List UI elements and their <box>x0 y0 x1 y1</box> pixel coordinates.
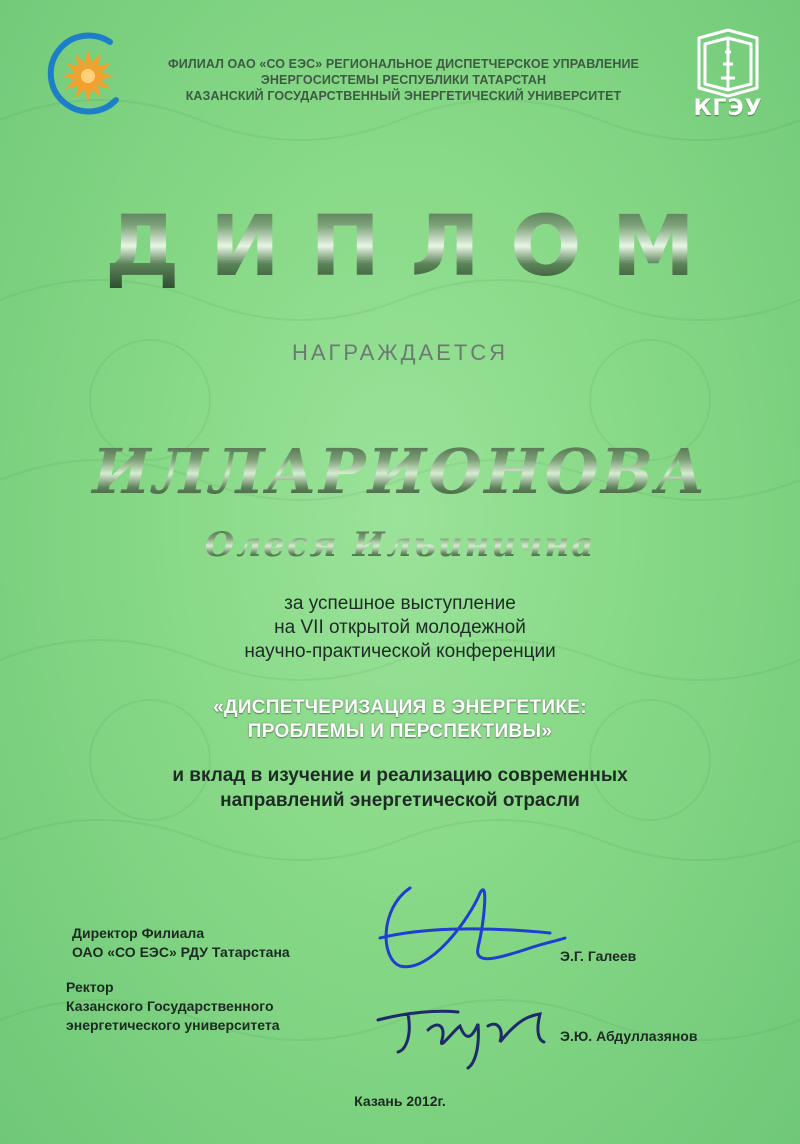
signature-2-icon <box>368 990 568 1070</box>
kgeu-logo-text: КГЭУ <box>693 96 763 121</box>
recipient-given-name: Олеся Ильинична <box>0 522 800 568</box>
contribution-line: и вклад в изучение и реализацию современных <box>172 765 628 786</box>
signatory-title-line: Директор Филиала <box>72 925 205 941</box>
awarded-label: НАГРАЖДАЕТСЯ <box>291 340 509 365</box>
signatory-2-name: Э.Ю. Абдуллазянов <box>560 1028 698 1044</box>
issuer-line-2: ЭНЕРГОСИСТЕМЫ РЕСПУБЛИКИ ТАТАРСТАН <box>260 73 547 87</box>
recipient-surname: ИЛЛАРИОНОВА <box>0 432 800 512</box>
award-reason <box>0 592 800 664</box>
contribution-text <box>0 763 800 813</box>
signatory-1-title <box>72 924 290 962</box>
conference-title <box>0 696 800 744</box>
reason-line: за успешное выступление <box>284 593 516 614</box>
signatory-title-line: энергетического университета <box>66 1017 280 1033</box>
so-ees-sun-logo-icon <box>40 28 130 118</box>
place-and-date: Казань 2012г. <box>354 1093 446 1109</box>
signatory-title-line: Ректор <box>66 979 114 995</box>
document-title: ДИПЛОМ <box>0 196 800 296</box>
issuer-header <box>136 56 671 104</box>
reason-line: научно-практической конференции <box>244 641 556 662</box>
signatory-2-title <box>66 978 280 1035</box>
contribution-line: направлений энергетической отрасли <box>220 790 580 811</box>
conference-title-line: ПРОБЛЕМЫ И ПЕРСПЕКТИВЫ» <box>247 721 553 742</box>
reason-line: на VII открытой молодежной <box>274 617 526 638</box>
issuer-line-3: КАЗАНСКИЙ ГОСУДАРСТВЕННЫЙ ЭНЕРГЕТИЧЕСКИЙ УНИВЕРСИТЕТ <box>185 89 622 103</box>
issuer-line-1: ФИЛИАЛ ОАО «СО ЕЭС» РЕГИОНАЛЬНОЕ ДИСПЕТЧЕРСКОЕ УПРАВЛЕНИЕ <box>168 57 639 71</box>
signatory-title-line: ОАО «СО ЕЭС» РДУ Татарстана <box>72 944 290 960</box>
conference-title-line: «ДИСПЕТЧЕРИЗАЦИЯ В ЭНЕРГЕТИКЕ: <box>213 697 587 718</box>
signature-1-icon <box>360 878 570 978</box>
signatory-title-line: Казанского Государственного <box>66 998 274 1014</box>
signatory-1-name: Э.Г. Галеев <box>560 948 637 964</box>
